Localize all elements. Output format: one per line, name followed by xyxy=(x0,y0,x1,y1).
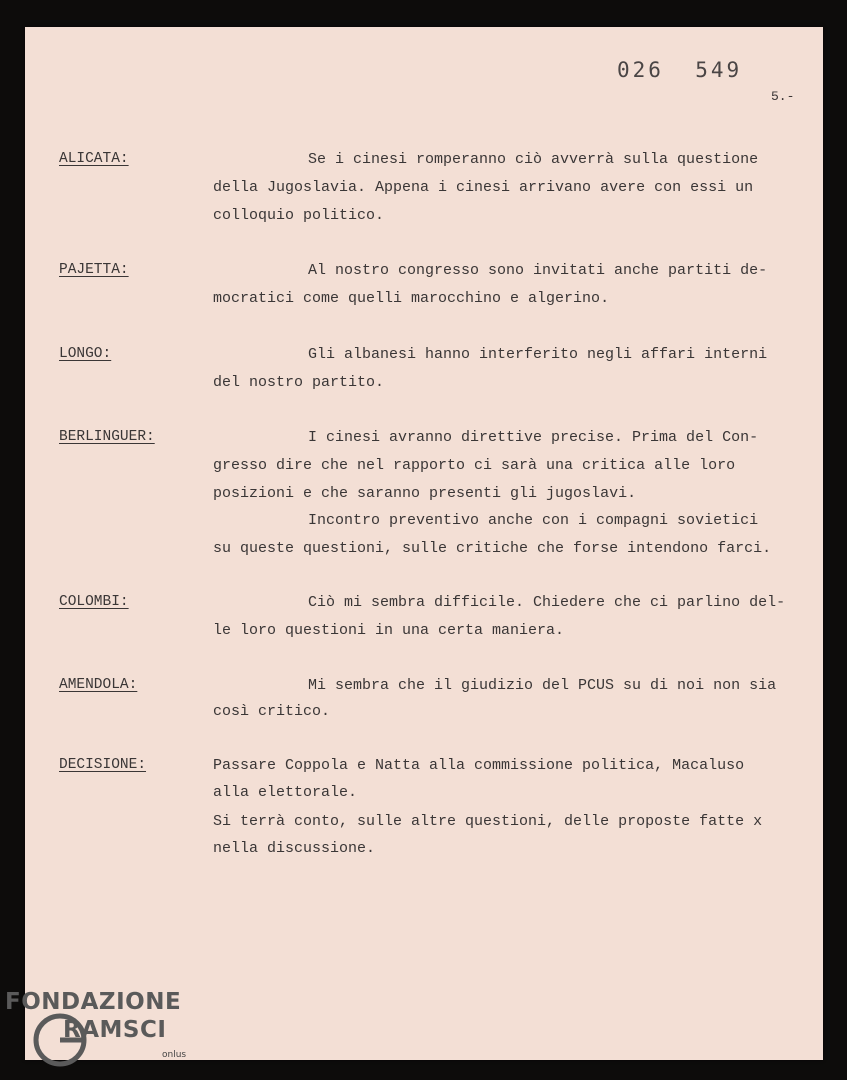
text-line: della Jugoslavia. Appena i cinesi arrivano avere con essi un xyxy=(213,179,754,196)
text-line: le loro questioni in una certa maniera. xyxy=(213,622,565,639)
watermark-line1: FONDAZIONE xyxy=(5,989,182,1015)
watermark-line2: RAMSCI xyxy=(63,1017,167,1043)
speaker-label: BERLINGUER: xyxy=(59,429,155,445)
text-line: Mi sembra che il giudizio del PCUS su di noi non sia xyxy=(308,677,777,694)
speaker-label: AMENDOLA: xyxy=(59,677,138,693)
text-line: del nostro partito. xyxy=(213,374,385,391)
text-line: su queste questioni, sulle critiche che forse intendono farci. xyxy=(213,540,772,557)
text-line: Se i cinesi romperanno ciò avverrà sulla questione xyxy=(308,151,759,168)
speaker-label: COLOMBI: xyxy=(59,594,129,610)
text-line: nella discussione. xyxy=(213,840,376,857)
text-line: Si terrà conto, sulle altre questioni, delle proposte fatte x xyxy=(213,813,763,830)
text-line: Incontro preventivo anche con i compagni sovietici xyxy=(308,512,759,529)
text-line: I cinesi avranno direttive precise. Prima del Con- xyxy=(308,429,759,446)
speaker-label: DECISIONE: xyxy=(59,757,147,773)
text-line: così critico. xyxy=(213,703,331,720)
text-line: posizioni e che saranno presenti gli jugoslavi. xyxy=(213,485,637,502)
text-line: Passare Coppola e Natta alla commissione politica, Macaluso xyxy=(213,757,745,774)
text-line: gresso dire che nel rapporto ci sarà una critica alle loro xyxy=(213,457,736,474)
speaker-label: ALICATA: xyxy=(59,151,129,167)
watermark-logo xyxy=(5,988,181,1044)
speaker-label: PAJETTA: xyxy=(59,262,129,278)
watermark-sub: onlus xyxy=(162,1050,187,1060)
text-line: Al nostro congresso sono invitati anche partiti de- xyxy=(308,262,768,279)
archive-number: 026 549 xyxy=(617,58,743,82)
page-number: 5.- xyxy=(771,89,795,104)
text-line: Ciò mi sembra difficile. Chiedere che ci parlino del- xyxy=(308,594,786,611)
text-line: colloquio politico. xyxy=(213,207,385,224)
speaker-label: LONGO: xyxy=(59,346,112,362)
text-line: alla elettorale. xyxy=(213,784,358,801)
text-line: mocratici come quelli marocchino e algerino. xyxy=(213,290,610,307)
text-line: Gli albanesi hanno interferito negli affari interni xyxy=(308,346,768,363)
